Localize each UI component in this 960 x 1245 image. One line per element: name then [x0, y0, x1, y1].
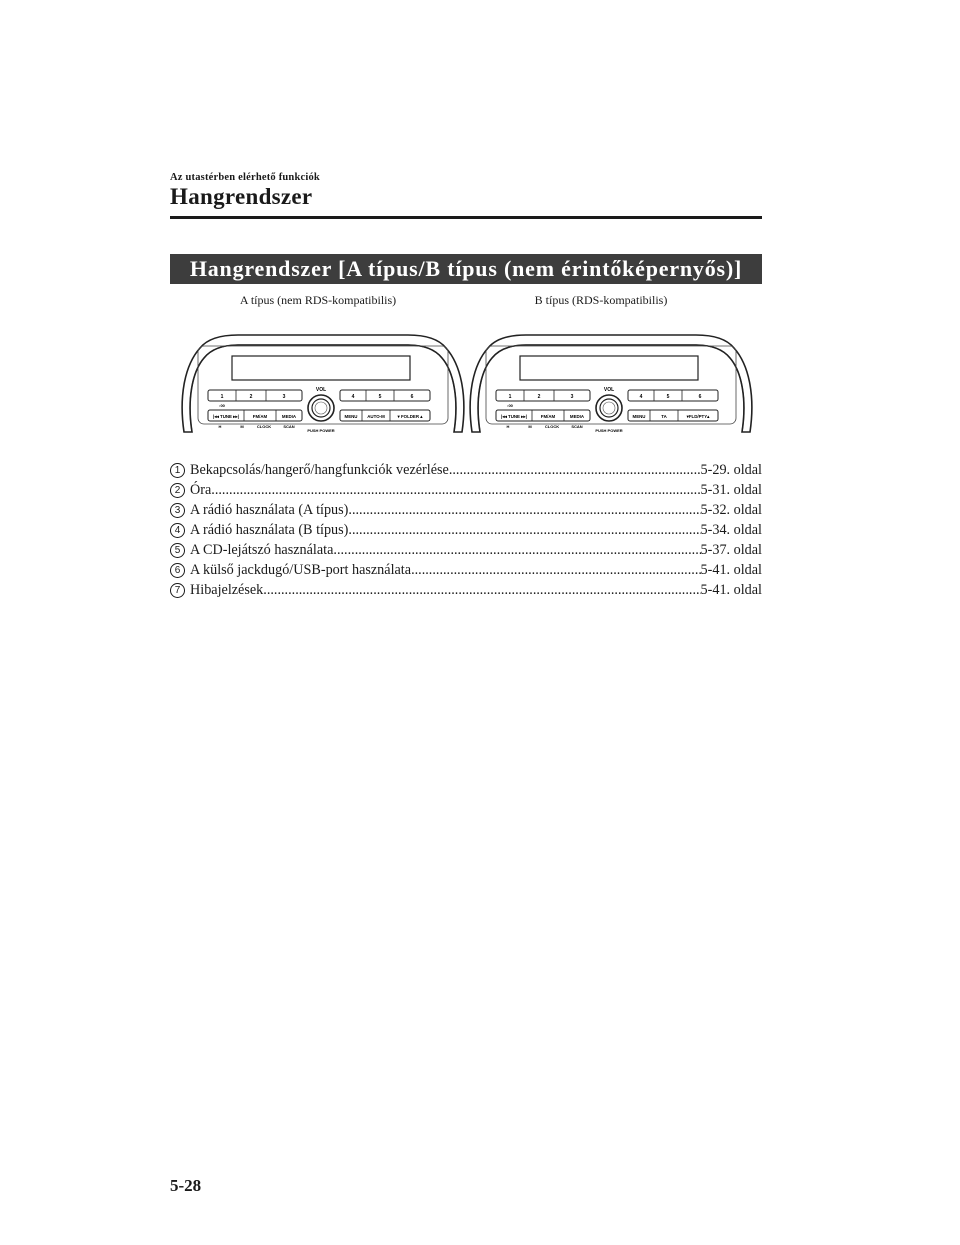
preset-4-label: 4 — [351, 394, 355, 400]
toc-row[interactable] — [170, 482, 762, 502]
toc-leader-dots — [211, 482, 700, 499]
toc-list — [170, 462, 762, 602]
toc-row[interactable] — [170, 502, 762, 522]
preset-3-label: 3 — [570, 394, 574, 400]
toc-page-ref[interactable]: 5-32. oldal — [700, 502, 762, 518]
toc-row[interactable] — [170, 582, 762, 602]
type-a-caption: A típus (nem RDS-kompatibilis) — [239, 293, 397, 307]
toc-entry-text: Bekapcsolás/hangerő/hangfunkciók vezérlése — [190, 462, 449, 478]
preset-5-label: 5 — [378, 394, 382, 400]
toc-number-badge: 1 — [170, 463, 185, 478]
toc-leader-dots — [333, 542, 700, 559]
menu-label: MENU — [344, 414, 358, 419]
scan-label: SCAN — [571, 424, 583, 429]
toc-number-badge: 5 — [170, 543, 185, 558]
tune-label: |◂◂ TUNE ▸▸| — [501, 414, 527, 419]
preset-6-label: 6 — [410, 394, 414, 400]
m-label: M — [240, 424, 244, 429]
radio-panel-type-b — [466, 328, 756, 446]
toc-row[interactable] — [170, 542, 762, 562]
preset-2-label: 2 — [249, 394, 253, 400]
auto-m-label: AUTO-M — [367, 414, 385, 419]
m-label: M — [528, 424, 532, 429]
toc-page-ref[interactable]: 5-41. oldal — [700, 562, 762, 578]
clock-sub-label: :00 — [507, 403, 513, 408]
toc-leader-dots — [348, 522, 700, 539]
toc-entry-text: A rádió használata (A típus) — [190, 502, 349, 518]
toc-page-ref[interactable]: 5-31. oldal — [700, 482, 762, 498]
toc-page-ref[interactable]: 5-41. oldal — [700, 582, 762, 598]
scan-label: SCAN — [283, 424, 295, 429]
fm-am-label: FM/AM — [540, 414, 556, 419]
type-b-caption: B típus (RDS-kompatibilis) — [534, 293, 668, 307]
preset-4-label: 4 — [639, 394, 643, 400]
section-banner — [170, 254, 762, 284]
fld-pty-label: ▾FLD/PTY▴ — [686, 414, 710, 419]
vol-label: VOL — [603, 387, 615, 393]
h-label: H — [218, 424, 222, 429]
toc-leader-dots — [449, 462, 701, 479]
toc-number-badge: 7 — [170, 583, 185, 598]
media-label: MEDIA — [569, 414, 585, 419]
tune-label: |◂◂ TUNE ▸▸| — [213, 414, 239, 419]
page-number: 5-28 — [170, 1176, 202, 1195]
toc-leader-dots — [263, 582, 700, 599]
radio-panel-type-a — [178, 328, 468, 446]
header-rule — [170, 216, 762, 219]
toc-number-badge: 3 — [170, 503, 185, 518]
toc-number-badge: 2 — [170, 483, 185, 498]
toc-entry-text: A rádió használata (B típus) — [190, 522, 349, 538]
toc-entry-text: Hibajelzések — [190, 582, 264, 598]
preset-1-label: 1 — [220, 394, 224, 400]
toc-number-badge: 4 — [170, 523, 185, 538]
clock-label: CLOCK — [544, 424, 560, 429]
banner-title: Hangrendszer [A típus/B típus (nem érintőképernyős)] — [189, 256, 743, 281]
toc-page-ref[interactable]: 5-37. oldal — [700, 542, 762, 558]
clock-sub-label: :00 — [219, 403, 225, 408]
toc-page-ref[interactable]: 5-34. oldal — [700, 522, 762, 538]
h-label: H — [506, 424, 510, 429]
toc-entry-text: Óra — [190, 482, 212, 498]
toc-page-ref[interactable]: 5-29. oldal — [700, 462, 762, 478]
push-power-label: PUSH POWER — [595, 428, 623, 433]
ta-label: TA — [661, 414, 667, 419]
toc-number-badge: 6 — [170, 563, 185, 578]
push-power-label: PUSH POWER — [307, 428, 335, 433]
vol-label: VOL — [315, 387, 327, 393]
toc-entry-text: A külső jackdugó/USB-port használata — [190, 562, 412, 578]
chapter-title: Hangrendszer — [170, 184, 313, 209]
fm-am-label: FM/AM — [252, 414, 268, 419]
toc-row[interactable] — [170, 562, 762, 582]
preset-3-label: 3 — [282, 394, 286, 400]
toc-leader-dots — [411, 562, 700, 579]
preset-5-label: 5 — [666, 394, 670, 400]
section-label: Az utastérben elérhető funkciók — [170, 172, 320, 183]
preset-6-label: 6 — [698, 394, 702, 400]
menu-label: MENU — [632, 414, 646, 419]
toc-entry-text: A CD-lejátszó használata — [190, 542, 334, 558]
media-label: MEDIA — [281, 414, 297, 419]
toc-row[interactable] — [170, 462, 762, 482]
toc-leader-dots — [348, 502, 700, 519]
preset-2-label: 2 — [537, 394, 541, 400]
folder-label: ▾ FOLDER ▴ — [397, 414, 423, 419]
toc-row[interactable] — [170, 522, 762, 542]
preset-1-label: 1 — [508, 394, 512, 400]
clock-label: CLOCK — [256, 424, 272, 429]
